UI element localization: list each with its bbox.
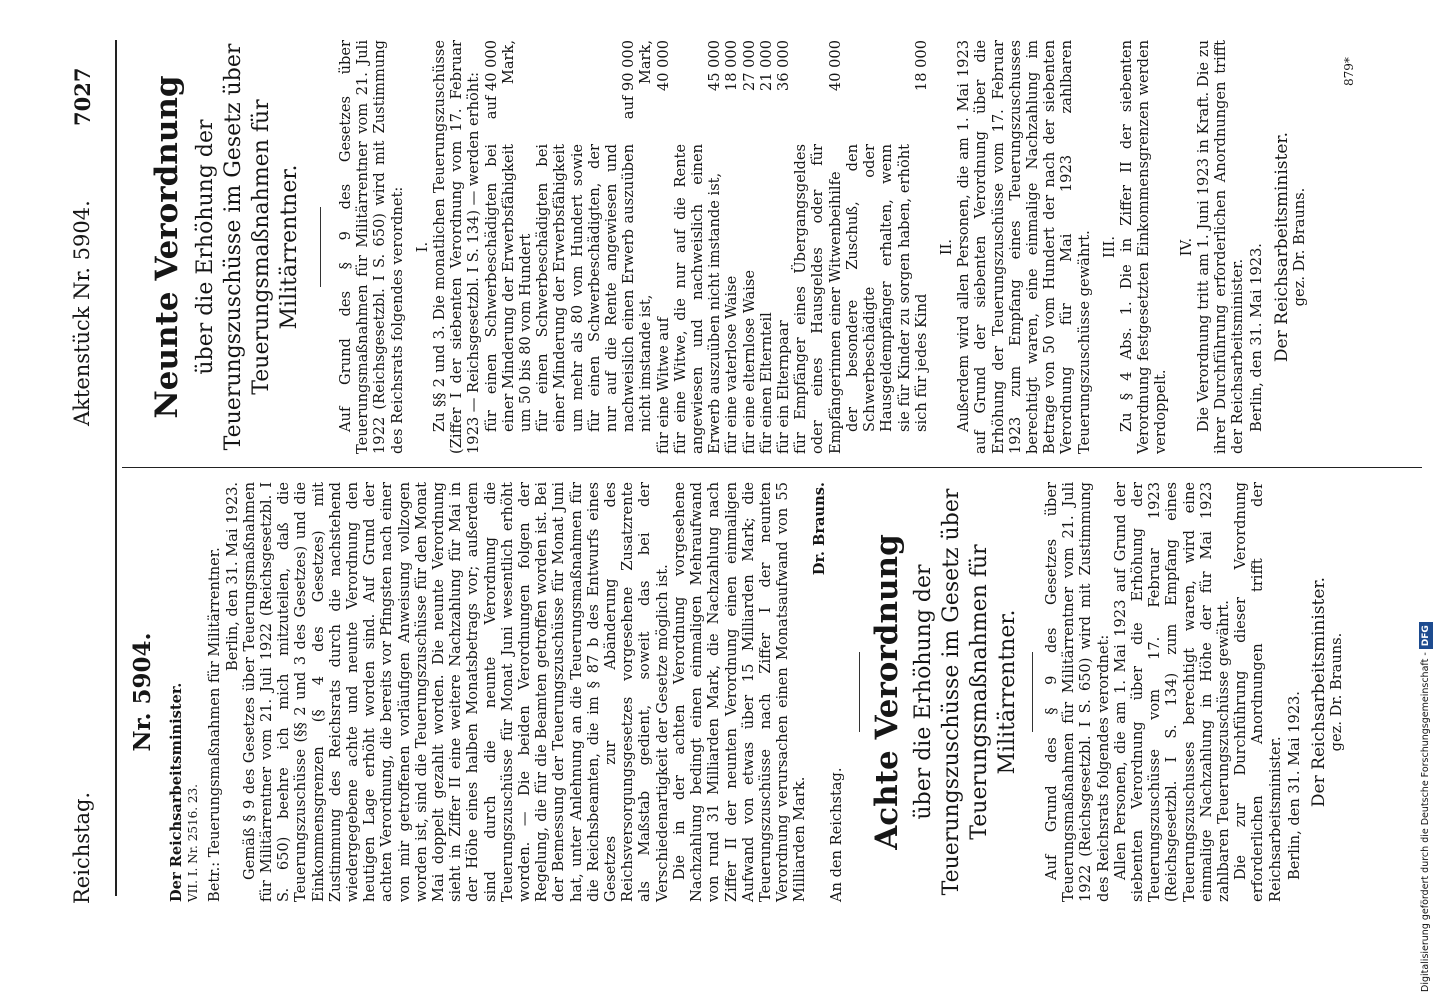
regulation-9-title: Neunte Verordnung: [149, 75, 185, 419]
sheet-mark: 879*: [1342, 57, 1356, 86]
rate-value: 21 000: [757, 40, 775, 92]
regulation-8-title: Achte Verordnung: [868, 534, 905, 850]
left-column: [128, 482, 1345, 902]
section-1-text: Zu §§ 2 und 3. Die monatlichen Teuerungszuschüsse (Ziffer I der siebenten Verordnung vom 17. Februar 1923 — Reichsgesetzbl. I S. 134) — werden erhöht:: [431, 40, 483, 454]
file-reference: VII. I. Nr. 2516. 23.: [186, 784, 201, 902]
regulation-9-date: Berlin, den 31. Mai 1923.: [1248, 243, 1266, 432]
section-heading: I.: [413, 241, 431, 253]
rate-value: auf 40 000 Mark,: [482, 40, 517, 120]
rate-label: für einen Schwerbeschädigten bei einer Minderung der Erwerbsfähigkeit um 50 bis 80 vom Hundert: [482, 144, 535, 432]
divider: [859, 652, 860, 732]
divider: [320, 207, 321, 287]
rate-value: 18 000: [912, 40, 930, 92]
rate-label: der besondere Zuschuß, den Schwerbeschädigte oder Hausgeldempfänger erhalten, wenn sie für Kinder zu sorgen haben, erhöht sich für jedes Kind: [843, 144, 930, 432]
subject: Betr.: Teuerungsmaßnahmen für Militärrentner.: [206, 547, 224, 902]
rate-row: [844, 40, 930, 454]
letter-date: Berlin, den 31. Mai 1923.: [223, 482, 241, 671]
rate-row: [775, 40, 792, 454]
rate-value: 36 000: [775, 40, 793, 92]
regulation-8-date: Berlin, den 31. Mai 1923.: [1285, 691, 1303, 880]
rate-label: für eine Witwe, die nur auf die Rente angewiesen und nachweislich einen Erwerb auszuüben nicht imstande ist,: [671, 144, 724, 454]
rate-value: 45 000: [706, 40, 724, 92]
digitization-note: [1416, 22, 1434, 992]
header-publisher: Reichstag.: [70, 791, 94, 904]
digitization-text: Digitalisierung gefördert durch die Deutsche Forschungsgemeinschaft -: [1420, 652, 1431, 992]
section-heading: IV.: [1177, 237, 1195, 257]
rate-label: für Empfänger eines Übergangsgeldes oder eines Hausgeldes oder für Empfängerinnen einer Witwenbeihilfe: [792, 144, 844, 454]
section-2-text: Außerdem wird allen Personen, die am 1. Mai 1923 auf Grund der siebenten Verordnung über die Erhöhung der Teuerungszuschüsse vom 17. Februar 1923 zum Empfang eines Teuerungszuschusses berechtigt waren, eine einmalige Nachzahlung im Betrage von 50 vom Hundert der nach der siebenten Verordnung für Mai 1923 zahlbaren Teuerungszuschüsse gewährt.: [955, 40, 1093, 454]
regulation-9-intro: Auf Grund des § 9 des Gesetzes über Teuerungsmaßnahmen für Militärrentner vom 21. Juli 1922 (Reichsgesetzbl. I S. 650) wird mit Zustimmung des Reichsrats folgendes verordnet:: [337, 40, 406, 454]
document-number: Nr. 5904.: [129, 632, 156, 752]
rate-row: [672, 40, 724, 454]
rate-label: für einen Schwerbeschädigten bei einer Minderung der Erwerbsfähigkeit um mehr als 80 vom Hundert sowie für einen Schwerbeschädigten, der nur auf die Rente angewiesen und nachweislich einen Erwerb auszuüben nicht imstande ist,: [534, 144, 655, 432]
regulation-8-minister: Der Reichsarbeitsminister.: [1308, 576, 1329, 808]
rate-row: [792, 40, 844, 454]
page-number: 7027: [70, 67, 95, 126]
regulation-9-minister: Der Reichsarbeitsminister.: [1271, 131, 1292, 363]
regulation-8-subtitle: über die Erhöhung der Teuerungszuschüsse im Gesetz über Teuerungsmaßnahmen für Militärrentner.: [910, 488, 1020, 896]
column-rule: [122, 467, 1422, 468]
regulation-8-body: Die zur Durchführung dieser Verordnung erforderlichen Anordnungen trifft der Reichsarbeitsminister.: [1232, 482, 1284, 902]
regulation-9-subtitle: über die Erhöhung der Teuerungszuschüsse im Gesetz über Teuerungsmaßnahmen für Militärrentner.: [193, 43, 302, 451]
rate-row: [758, 40, 775, 454]
rotated-page: [30, 26, 1434, 966]
rate-row: [741, 40, 758, 454]
divider: [1032, 652, 1033, 732]
regulation-8-intro: Auf Grund des § 9 des Gesetzes über Teuerungsmaßnahmen für Militärrentner vom 21. Juli 1922 (Reichsgesetzbl. I S. 650) wird mit Zustimmung des Reichsrats folgendes verordnet:: [1042, 482, 1112, 902]
section-4-text: Die Verordnung tritt am 1. Juni 1923 in Kraft. Die zu ihrer Durchführung erforderlichen Anordnungen trifft der Reichsarbeitsminister.: [1194, 40, 1247, 454]
rate-label: für eine vaterlose Waise: [723, 275, 741, 454]
rate-label: für eine elternlose Waise: [740, 269, 758, 454]
rate-row: [483, 40, 535, 454]
section-3-text: Zu § 4 Abs. 1. Die in Ziffer II der siebenten Verordnung festgesetzten Einkommensgrenzen werden verdoppelt.: [1117, 40, 1170, 454]
addressee: An den Reichstag.: [827, 767, 845, 902]
rate-label: für eine Witwe auf: [654, 317, 672, 454]
header-document: Aktenstück Nr. 5904.: [70, 200, 94, 426]
rate-value: 40 000: [826, 40, 844, 92]
rate-value: 27 000: [740, 40, 758, 92]
sender: Der Reichsarbeitsminister.: [168, 682, 185, 902]
rate-value: auf 90 000 Mark,: [620, 40, 655, 120]
right-column: [128, 40, 1308, 454]
rate-value: 18 000: [723, 40, 741, 92]
rate-row: [723, 40, 740, 454]
regulation-9-signature: gez. Dr. Brauns.: [1290, 187, 1308, 307]
letter-paragraph: Die in der achten Verordnung vorgesehene Nachzahlung bedingt einen einmaligen Mehraufwand von rund 31 Milliarden Mark, die Nachzahlung nach Ziffer II der neunten Verordnung einen einmaligen Aufwand von etwas über 15 Milliarden Mark; die Teuerungszuschüsse nach Ziffer I der neunten Verordnung verursachen einen Monatsaufwand von 55 Milliarden Mark.: [670, 482, 809, 902]
rates-table: [483, 40, 930, 454]
letter-paragraph: Gemäß § 9 des Gesetzes über Teuerungsmaßnahmen für Militärrentner vom 21. Juli 1922 (Reichsgesetzbl. I S. 650) beehre ich mich mitzuteilen, daß die Teuerungszuschüsse (§§ 2 und 3 des Gesetzes) und die Einkommensgrenzen (§ 4 des Gesetzes) mit Zustimmung des Reichsrats durch die nachstehend wiedergegebene achte und neunte Verordnung den heutigen Lage erhöht worden sind. Auf Grund der achten Verordnung, die bereits vor Pfingsten nach einer von mir getroffenen vorläufigen Anweisung vollzogen worden ist, sind die Teuerungszuschüsse für den Monat Mai doppelt gezahlt worden. Die neunte Verordnung sieht in Ziffer II eine weitere Nachzahlung für Mai in der Höhe eines halben Monatsbetrags vor; außerdem sind durch die neunte Verordnung die Teuerungszuschüsse für Monat Juni wesentlich erhöht worden. — Die beiden Verordnungen folgen der Regelung, die für die Beamten getroffen worden ist. Bei der Bemessung der Teuerungszuschüsse für Monat Juni hat, unter Anlehnung an die Teuerungsmaßnahmen für die Reichsbeamten, die im § 87 b des Entwurfs eines Gesetzes zur Abänderung des Reichsversorgungsgesetzes vorgesehene Zusatzrente als Maßstab gedient, soweit das bei der Verschiedenartigkeit der Gesetze möglich ist.: [240, 482, 671, 902]
dfg-logo: DFG: [1419, 622, 1433, 649]
header-rule: [115, 40, 117, 896]
section-heading: II.: [937, 238, 955, 256]
section-heading: III.: [1100, 236, 1118, 258]
rate-row: [534, 40, 654, 454]
rate-value: 40 000: [654, 40, 672, 92]
regulation-8-signature: gez. Dr. Brauns.: [1328, 632, 1346, 752]
rate-row: [655, 40, 672, 454]
regulation-8-body: Allen Personen, die am 1. Mai 1923 auf Grund der siebenten Verordnung über die Erhöhung der Teuerungszuschüsse vom 17. Februar 1923 (Reichsgesetzbl. I S. 134) zum Empfang eines Teuerungszuschusses berechtigt waren, wird eine einmalige Nachzahlung in Höhe der für Mai 1923 zahlbaren Teuerungszuschüsse gewährt.: [1111, 482, 1232, 902]
rate-label: für einen Elternteil: [757, 312, 775, 454]
signature: Dr. Brauns.: [810, 482, 828, 576]
rate-label: für ein Elternpaar: [775, 320, 793, 454]
